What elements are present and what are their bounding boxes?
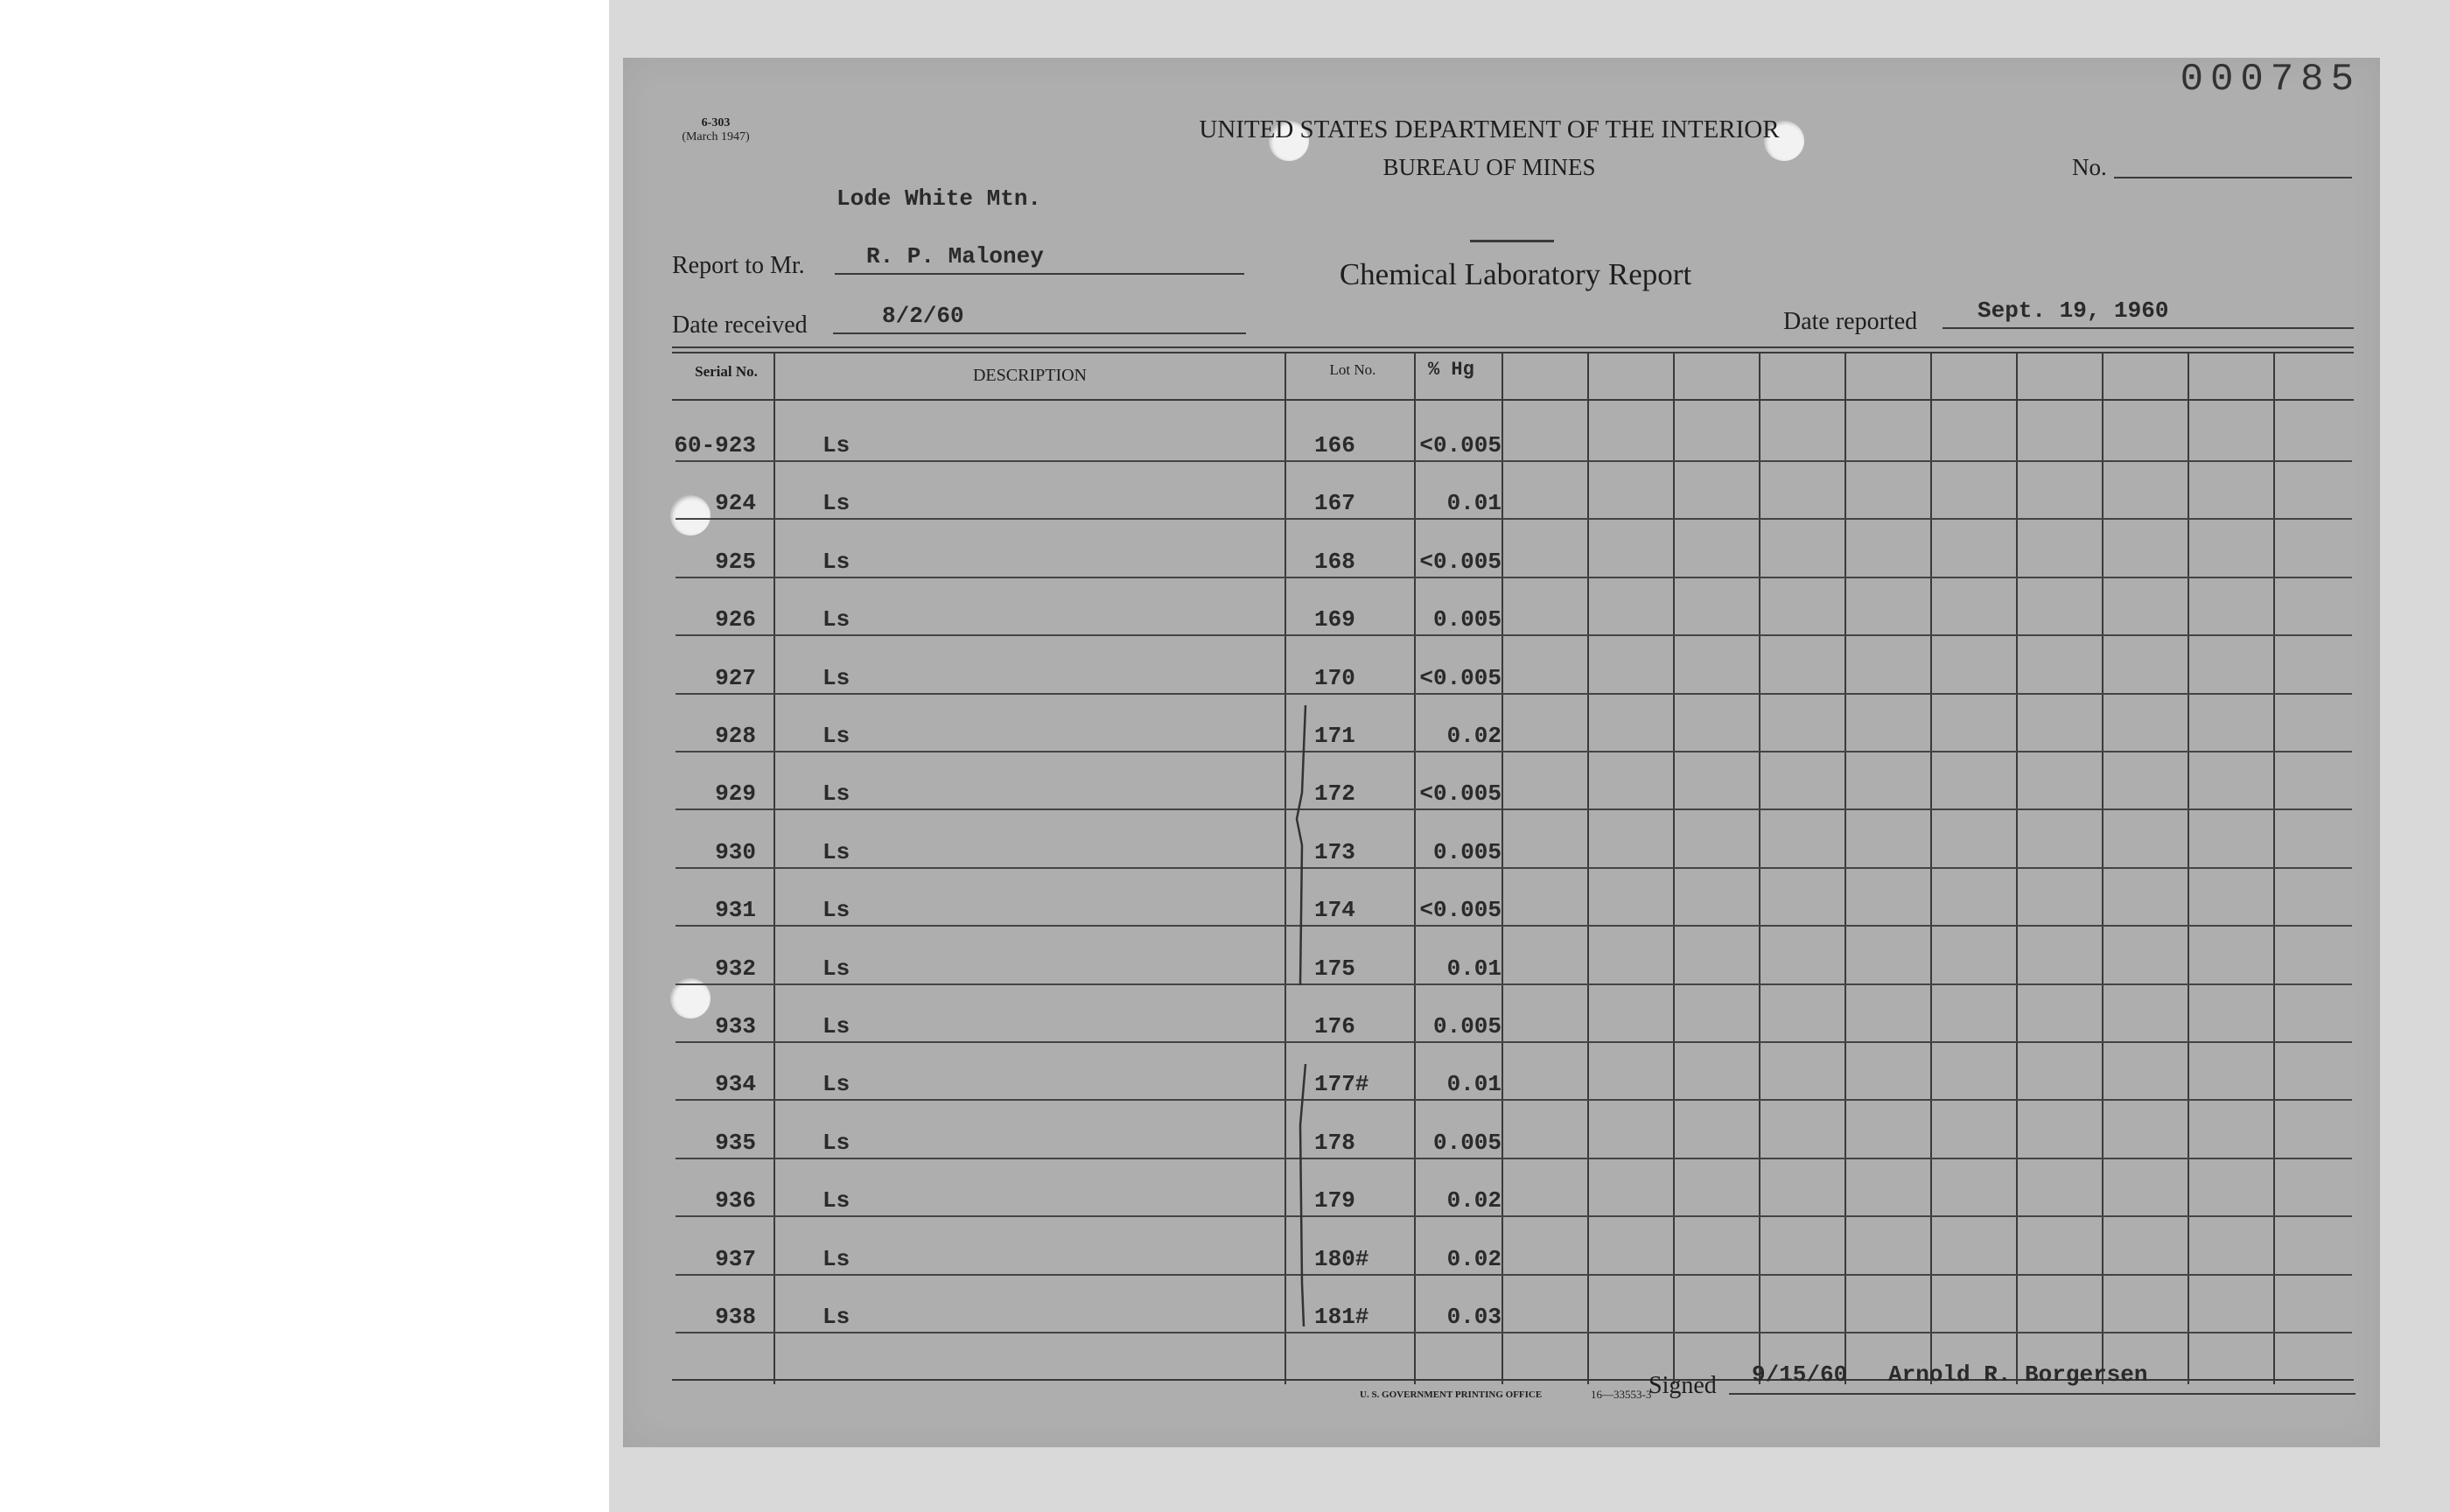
column-divider (1759, 354, 1760, 1384)
description-cell: Ls (822, 549, 850, 575)
description-cell: Ls (822, 780, 850, 807)
description-cell: Ls (822, 432, 850, 458)
date-received-field: 8/2/60 (882, 303, 964, 329)
date-reported-line (1942, 327, 2354, 329)
bureau-title: BUREAU OF MINES (1382, 154, 1596, 180)
column-divider (1844, 354, 1846, 1384)
table-top-rule (672, 346, 2354, 348)
lot-cell: 170 (1314, 665, 1355, 691)
hg-cell: 0.03 (1446, 1304, 1502, 1330)
column-divider (2102, 354, 2104, 1384)
report-to-label: Report to Mr. (672, 252, 805, 279)
hg-cell: 0.01 (1446, 490, 1502, 516)
lot-cell: 172 (1314, 780, 1355, 807)
date-reported-field: Sept. 19, 1960 (1978, 298, 2169, 324)
lot-cell: 174 (1314, 897, 1355, 923)
hg-cell: <0.005 (1419, 549, 1502, 575)
report-to-line (835, 273, 1244, 275)
serial-cell: 925 (715, 549, 756, 575)
hg-cell: 0.02 (1446, 1187, 1502, 1214)
lot-column-header: Lot No. (1329, 361, 1376, 378)
description-cell: Ls (822, 665, 850, 691)
hg-cell: 0.01 (1446, 956, 1502, 982)
serial-cell: 929 (715, 780, 756, 807)
description-cell: Ls (822, 1013, 850, 1040)
serial-cell: 927 (715, 665, 756, 691)
row-rule (676, 460, 2352, 462)
row-rule (676, 1041, 2352, 1043)
lot-cell: 171 (1314, 723, 1355, 749)
row-rule (676, 925, 2352, 927)
description-cell: Ls (822, 1071, 850, 1097)
row-rule (676, 1215, 2352, 1217)
serial-cell: 928 (715, 723, 756, 749)
hg-cell: <0.005 (1419, 780, 1502, 807)
row-rule (676, 1158, 2352, 1159)
lot-cell: 176 (1314, 1013, 1355, 1040)
serial-cell: 932 (715, 956, 756, 982)
serial-cell: 924 (715, 490, 756, 516)
date-received-label: Date received (672, 312, 808, 339)
serial-cell: 931 (715, 897, 756, 923)
hg-cell: 0.01 (1446, 1071, 1502, 1097)
description-column-header: DESCRIPTION (972, 366, 1087, 385)
lot-cell: 179 (1314, 1187, 1355, 1214)
serial-cell: 935 (715, 1130, 756, 1156)
serial-column-header: Serial No. (695, 363, 758, 380)
row-rule (676, 1332, 2352, 1334)
column-divider (1930, 354, 1932, 1384)
row-rule (676, 984, 2352, 985)
signed-line (1729, 1393, 2356, 1395)
description-cell: Ls (822, 606, 850, 633)
hg-cell: 0.005 (1432, 606, 1502, 633)
lot-cell: 178 (1314, 1130, 1355, 1156)
serial-cell: 60-923 (674, 432, 756, 458)
lot-cell: 177# (1314, 1071, 1369, 1097)
hg-cell: <0.005 (1419, 897, 1502, 923)
serial-cell: 936 (715, 1187, 756, 1214)
hg-cell: <0.005 (1419, 432, 1502, 458)
column-divider (1587, 354, 1589, 1384)
description-cell: Ls (822, 1304, 850, 1330)
description-cell: Ls (822, 1246, 850, 1272)
document-number: 000785 (2180, 58, 2361, 102)
form-number: 6-303 (701, 116, 731, 130)
agency-title: UNITED STATES DEPARTMENT OF THE INTERIOR (1199, 116, 1780, 144)
location-field: Lode White Mtn. (836, 186, 1042, 212)
column-divider (1284, 354, 1286, 1384)
description-cell: Ls (822, 839, 850, 865)
hg-cell: 0.005 (1432, 839, 1502, 865)
signed-label: Signed (1648, 1372, 1717, 1399)
lot-cell: 169 (1314, 606, 1355, 633)
hg-cell: <0.005 (1419, 665, 1502, 691)
lot-cell: 166 (1314, 432, 1355, 458)
serial-cell: 938 (715, 1304, 756, 1330)
column-divider (1502, 354, 1503, 1384)
serial-cell: 934 (715, 1071, 756, 1097)
lot-cell: 167 (1314, 490, 1355, 516)
lot-cell: 168 (1314, 549, 1355, 575)
no-label: No. (2072, 154, 2107, 180)
column-divider (2016, 354, 2018, 1384)
row-rule (676, 751, 2352, 752)
serial-cell: 933 (715, 1013, 756, 1040)
description-cell: Ls (822, 1130, 850, 1156)
lot-cell: 180# (1314, 1246, 1369, 1272)
serial-cell: 930 (715, 839, 756, 865)
hg-column-header: % Hg (1428, 359, 1474, 381)
hg-cell: 0.005 (1432, 1013, 1502, 1040)
description-cell: Ls (822, 956, 850, 982)
column-divider (2273, 354, 2275, 1384)
hg-cell: 0.02 (1446, 1246, 1502, 1272)
print-code: 16—33553-3 (1591, 1388, 1652, 1401)
row-rule (676, 867, 2352, 869)
lab-report-card (623, 58, 2380, 1447)
column-divider (1673, 354, 1675, 1384)
serial-cell: 926 (715, 606, 756, 633)
lot-cell: 175 (1314, 956, 1355, 982)
description-cell: Ls (822, 897, 850, 923)
column-divider (2188, 354, 2189, 1384)
column-divider (774, 354, 775, 1384)
report-to-field: R. P. Maloney (866, 243, 1044, 270)
row-rule (676, 634, 2352, 636)
no-field-line (2114, 177, 2352, 178)
title-rule (1470, 240, 1554, 242)
lot-cell: 173 (1314, 839, 1355, 865)
row-rule (676, 1099, 2352, 1101)
row-rule (676, 518, 2352, 520)
date-reported-label: Date reported (1783, 308, 1918, 335)
serial-cell: 937 (715, 1246, 756, 1272)
signed-field: 9/15/60 Arnold R. Borgersen (1752, 1362, 2148, 1388)
row-rule (676, 577, 2352, 578)
description-cell: Ls (822, 490, 850, 516)
hg-cell: 0.005 (1432, 1130, 1502, 1156)
description-cell: Ls (822, 1187, 850, 1214)
date-received-line (833, 332, 1246, 334)
row-rule (676, 1274, 2352, 1276)
row-rule (676, 808, 2352, 810)
row-rule (676, 693, 2352, 695)
hg-cell: 0.02 (1446, 723, 1502, 749)
form-date: (March 1947) (682, 130, 750, 144)
printing-office: U. S. GOVERNMENT PRINTING OFFICE (1360, 1390, 1543, 1400)
description-cell: Ls (822, 723, 850, 749)
lot-cell: 181# (1314, 1304, 1369, 1330)
report-title: Chemical Laboratory Report (1339, 257, 1692, 291)
